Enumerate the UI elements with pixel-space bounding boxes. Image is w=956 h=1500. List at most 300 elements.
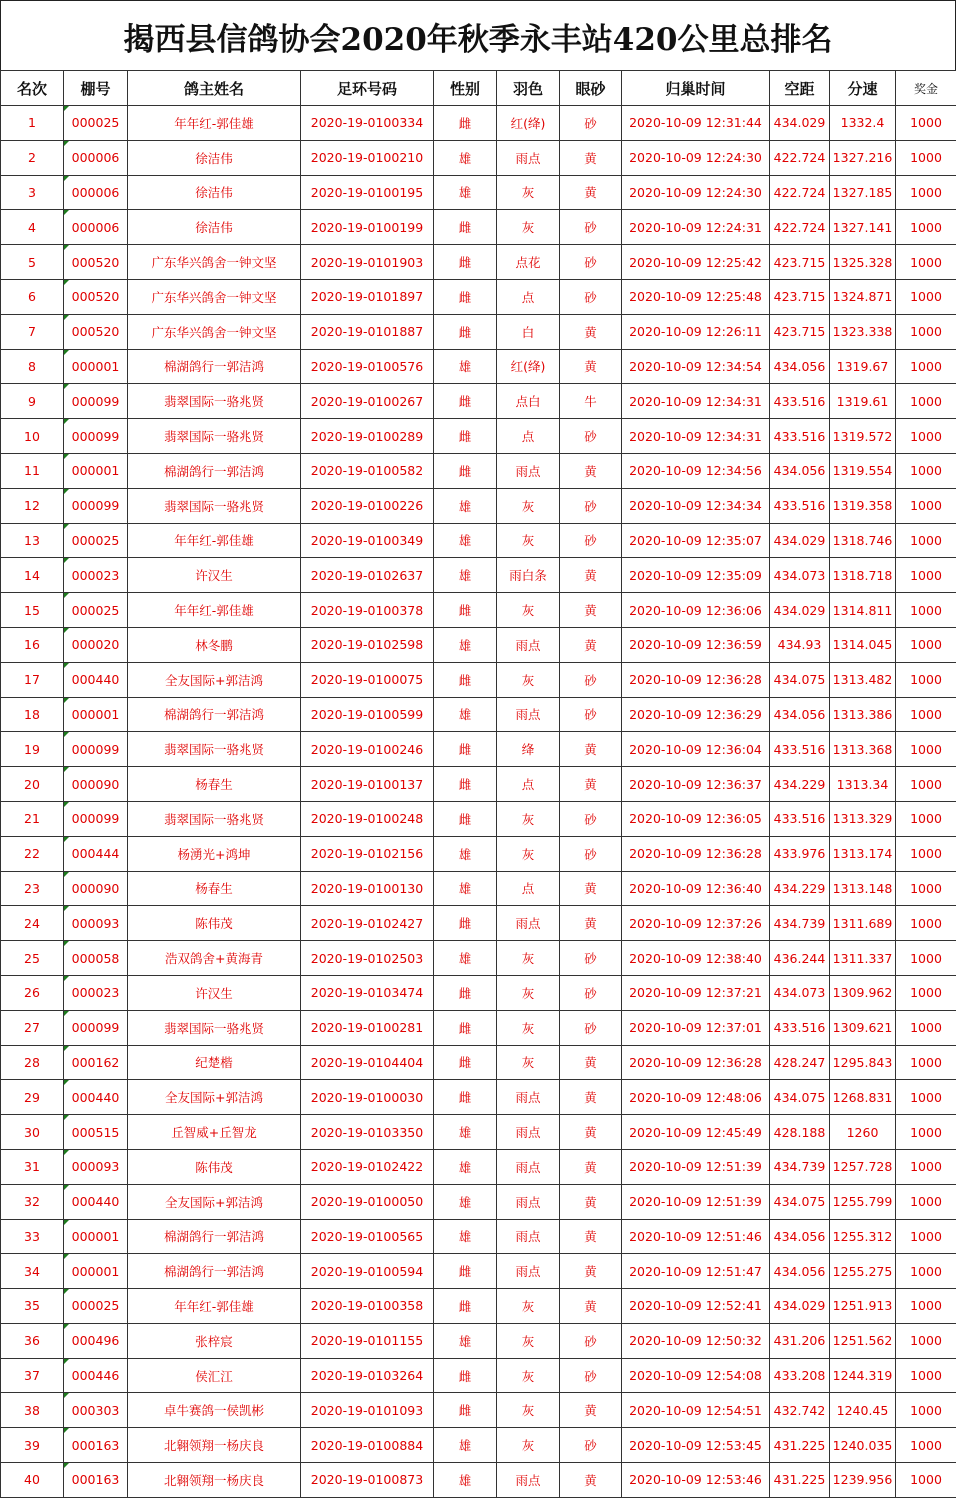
cell-ring-number: 2020-19-0100199 — [301, 210, 434, 245]
cell-sex: 雄 — [434, 1323, 497, 1358]
cell-arrival-time: 2020-10-09 12:26:11 — [622, 314, 770, 349]
cell-ring-number: 2020-19-0100582 — [301, 453, 434, 488]
cell-ring-number: 2020-19-0100884 — [301, 1428, 434, 1463]
cell-eye-sand: 黄 — [560, 1463, 622, 1498]
cell-arrival-time: 2020-10-09 12:34:31 — [622, 419, 770, 454]
table-row — [1, 279, 956, 314]
table-row — [1, 1428, 956, 1463]
table-row — [1, 1358, 956, 1393]
cell-speed: 1313.329 — [830, 801, 896, 836]
cell-arrival-time: 2020-10-09 12:35:09 — [622, 558, 770, 593]
cell-speed: 1313.174 — [830, 836, 896, 871]
cell-owner: 棉湖鸽行一郭洁鸿 — [128, 697, 301, 732]
cell-arrival-time: 2020-10-09 12:36:04 — [622, 732, 770, 767]
cell-eye-sand: 砂 — [560, 1010, 622, 1045]
cell-distance: 434.056 — [770, 1254, 830, 1289]
table-row — [1, 906, 956, 941]
cell-ring-number: 2020-19-0102598 — [301, 627, 434, 662]
cell-loft-id: 000020 — [64, 627, 128, 662]
cell-prize: 1000 — [896, 384, 956, 419]
cell-speed: 1311.337 — [830, 941, 896, 976]
cell-ring-number: 2020-19-0100030 — [301, 1080, 434, 1115]
cell-speed: 1260 — [830, 1115, 896, 1150]
cell-sex: 雄 — [434, 349, 497, 384]
cell-prize: 1000 — [896, 523, 956, 558]
cell-speed: 1319.572 — [830, 419, 896, 454]
table-row — [1, 1010, 956, 1045]
cell-owner: 棉湖鸽行一郭洁鸿 — [128, 1254, 301, 1289]
cell-loft-id: 000496 — [64, 1323, 128, 1358]
cell-distance: 434.029 — [770, 523, 830, 558]
cell-distance: 434.029 — [770, 593, 830, 628]
cell-rank: 38 — [1, 1393, 64, 1428]
cell-eye-sand: 黄 — [560, 1254, 622, 1289]
cell-prize: 1000 — [896, 106, 956, 141]
cell-rank: 33 — [1, 1219, 64, 1254]
cell-loft-id: 000520 — [64, 314, 128, 349]
cell-distance: 434.056 — [770, 1219, 830, 1254]
cell-eye-sand: 砂 — [560, 941, 622, 976]
cell-prize: 1000 — [896, 1115, 956, 1150]
cell-arrival-time: 2020-10-09 12:51:46 — [622, 1219, 770, 1254]
cell-distance: 434.029 — [770, 106, 830, 141]
cell-distance: 433.516 — [770, 732, 830, 767]
cell-prize: 1000 — [896, 662, 956, 697]
cell-ring-number: 2020-19-0100130 — [301, 871, 434, 906]
cell-feather-color: 点白 — [497, 384, 560, 419]
cell-feather-color: 雨点 — [497, 453, 560, 488]
cell-arrival-time: 2020-10-09 12:51:47 — [622, 1254, 770, 1289]
cell-ring-number: 2020-19-0102422 — [301, 1149, 434, 1184]
cell-prize: 1000 — [896, 140, 956, 175]
cell-sex: 雄 — [434, 627, 497, 662]
cell-eye-sand: 黄 — [560, 453, 622, 488]
cell-prize: 1000 — [896, 314, 956, 349]
cell-feather-color: 雨点 — [497, 906, 560, 941]
cell-rank: 27 — [1, 1010, 64, 1045]
cell-rank: 16 — [1, 627, 64, 662]
cell-arrival-time: 2020-10-09 12:24:31 — [622, 210, 770, 245]
cell-eye-sand: 牛 — [560, 384, 622, 419]
cell-loft-id: 000515 — [64, 1115, 128, 1150]
header-loft-id: 棚号 — [64, 71, 128, 106]
cell-distance: 434.075 — [770, 662, 830, 697]
cell-loft-id: 000099 — [64, 732, 128, 767]
cell-feather-color: 灰 — [497, 801, 560, 836]
cell-arrival-time: 2020-10-09 12:51:39 — [622, 1184, 770, 1219]
cell-loft-id: 000444 — [64, 836, 128, 871]
cell-prize: 1000 — [896, 836, 956, 871]
cell-sex: 雌 — [434, 975, 497, 1010]
cell-feather-color: 灰 — [497, 1289, 560, 1324]
cell-rank: 6 — [1, 279, 64, 314]
cell-distance: 431.225 — [770, 1463, 830, 1498]
cell-rank: 40 — [1, 1463, 64, 1498]
cell-prize: 1000 — [896, 975, 956, 1010]
cell-owner: 徐洁伟 — [128, 140, 301, 175]
cell-speed: 1319.358 — [830, 488, 896, 523]
cell-feather-color: 点 — [497, 419, 560, 454]
cell-arrival-time: 2020-10-09 12:36:59 — [622, 627, 770, 662]
cell-speed: 1313.148 — [830, 871, 896, 906]
cell-owner: 侯汇江 — [128, 1358, 301, 1393]
cell-speed: 1313.482 — [830, 662, 896, 697]
cell-arrival-time: 2020-10-09 12:54:51 — [622, 1393, 770, 1428]
cell-feather-color: 灰 — [497, 1010, 560, 1045]
cell-loft-id: 000099 — [64, 419, 128, 454]
cell-speed: 1327.216 — [830, 140, 896, 175]
cell-owner: 徐洁伟 — [128, 175, 301, 210]
table-row — [1, 1080, 956, 1115]
cell-prize: 1000 — [896, 245, 956, 280]
cell-prize: 1000 — [896, 1323, 956, 1358]
cell-sex: 雌 — [434, 1010, 497, 1045]
cell-owner: 年年红-郭佳雄 — [128, 593, 301, 628]
cell-loft-id: 000006 — [64, 210, 128, 245]
table-row — [1, 662, 956, 697]
cell-owner: 陈伟茂 — [128, 906, 301, 941]
cell-owner: 广东华兴鸽舍一钟文坚 — [128, 245, 301, 280]
cell-feather-color: 点 — [497, 279, 560, 314]
cell-distance: 422.724 — [770, 210, 830, 245]
table-row — [1, 1323, 956, 1358]
cell-feather-color: 雨点 — [497, 1115, 560, 1150]
cell-speed: 1324.871 — [830, 279, 896, 314]
cell-rank: 9 — [1, 384, 64, 419]
cell-distance: 434.075 — [770, 1184, 830, 1219]
cell-eye-sand: 黄 — [560, 1184, 622, 1219]
cell-rank: 25 — [1, 941, 64, 976]
cell-distance: 433.516 — [770, 1010, 830, 1045]
cell-distance: 434.229 — [770, 767, 830, 802]
cell-feather-color: 灰 — [497, 210, 560, 245]
cell-ring-number: 2020-19-0101887 — [301, 314, 434, 349]
cell-speed: 1327.141 — [830, 210, 896, 245]
cell-rank: 20 — [1, 767, 64, 802]
cell-distance: 434.073 — [770, 975, 830, 1010]
table-row — [1, 697, 956, 732]
cell-rank: 12 — [1, 488, 64, 523]
cell-owner: 陈伟茂 — [128, 1149, 301, 1184]
cell-feather-color: 灰 — [497, 1428, 560, 1463]
cell-prize: 1000 — [896, 627, 956, 662]
cell-owner: 全友国际+郭洁鸿 — [128, 662, 301, 697]
cell-rank: 36 — [1, 1323, 64, 1358]
cell-prize: 1000 — [896, 558, 956, 593]
cell-feather-color: 白 — [497, 314, 560, 349]
cell-ring-number: 2020-19-0100594 — [301, 1254, 434, 1289]
cell-eye-sand: 砂 — [560, 836, 622, 871]
cell-eye-sand: 砂 — [560, 1358, 622, 1393]
cell-owner: 纪楚楷 — [128, 1045, 301, 1080]
cell-ring-number: 2020-19-0100358 — [301, 1289, 434, 1324]
cell-distance: 434.073 — [770, 558, 830, 593]
cell-distance: 434.739 — [770, 1149, 830, 1184]
cell-feather-color: 点花 — [497, 245, 560, 280]
table-row — [1, 732, 956, 767]
cell-ring-number: 2020-19-0100210 — [301, 140, 434, 175]
cell-feather-color: 红(绛) — [497, 349, 560, 384]
cell-feather-color: 灰 — [497, 662, 560, 697]
cell-distance: 428.188 — [770, 1115, 830, 1150]
cell-eye-sand: 砂 — [560, 1323, 622, 1358]
cell-eye-sand: 黄 — [560, 1115, 622, 1150]
cell-prize: 1000 — [896, 1080, 956, 1115]
cell-distance: 433.516 — [770, 384, 830, 419]
cell-eye-sand: 砂 — [560, 245, 622, 280]
cell-speed: 1255.275 — [830, 1254, 896, 1289]
cell-rank: 21 — [1, 801, 64, 836]
cell-eye-sand: 黄 — [560, 1045, 622, 1080]
cell-arrival-time: 2020-10-09 12:34:34 — [622, 488, 770, 523]
table-row — [1, 627, 956, 662]
cell-owner: 北翱领翔一杨庆良 — [128, 1463, 301, 1498]
cell-sex: 雌 — [434, 662, 497, 697]
cell-rank: 39 — [1, 1428, 64, 1463]
cell-ring-number: 2020-19-0103264 — [301, 1358, 434, 1393]
cell-eye-sand: 黄 — [560, 140, 622, 175]
cell-prize: 1000 — [896, 349, 956, 384]
cell-arrival-time: 2020-10-09 12:34:56 — [622, 453, 770, 488]
table-row — [1, 1254, 956, 1289]
cell-rank: 1 — [1, 106, 64, 141]
cell-eye-sand: 黄 — [560, 767, 622, 802]
cell-distance: 434.075 — [770, 1080, 830, 1115]
cell-loft-id: 000001 — [64, 349, 128, 384]
table-row — [1, 801, 956, 836]
cell-distance: 433.516 — [770, 419, 830, 454]
cell-owner: 广东华兴鸽舍一钟文坚 — [128, 314, 301, 349]
cell-loft-id: 000093 — [64, 906, 128, 941]
cell-feather-color: 灰 — [497, 1358, 560, 1393]
cell-distance: 433.208 — [770, 1358, 830, 1393]
cell-feather-color: 红(绛) — [497, 106, 560, 141]
cell-feather-color: 雨点 — [497, 140, 560, 175]
cell-sex: 雄 — [434, 558, 497, 593]
cell-eye-sand: 黄 — [560, 349, 622, 384]
cell-arrival-time: 2020-10-09 12:48:06 — [622, 1080, 770, 1115]
cell-prize: 1000 — [896, 210, 956, 245]
cell-sex: 雄 — [434, 1219, 497, 1254]
cell-speed: 1268.831 — [830, 1080, 896, 1115]
cell-owner: 许汉生 — [128, 558, 301, 593]
cell-eye-sand: 黄 — [560, 558, 622, 593]
cell-ring-number: 2020-19-0100246 — [301, 732, 434, 767]
cell-rank: 10 — [1, 419, 64, 454]
cell-ring-number: 2020-19-0100349 — [301, 523, 434, 558]
cell-prize: 1000 — [896, 453, 956, 488]
table-row — [1, 1393, 956, 1428]
cell-sex: 雌 — [434, 1080, 497, 1115]
cell-rank: 15 — [1, 593, 64, 628]
cell-speed: 1251.913 — [830, 1289, 896, 1324]
cell-speed: 1251.562 — [830, 1323, 896, 1358]
cell-ring-number: 2020-19-0100599 — [301, 697, 434, 732]
cell-sex: 雄 — [434, 1149, 497, 1184]
cell-sex: 雌 — [434, 106, 497, 141]
cell-distance: 428.247 — [770, 1045, 830, 1080]
cell-owner: 浩双鸽舍+黄海青 — [128, 941, 301, 976]
cell-prize: 1000 — [896, 1010, 956, 1045]
table-row — [1, 523, 956, 558]
cell-ring-number: 2020-19-0101155 — [301, 1323, 434, 1358]
cell-distance: 434.056 — [770, 453, 830, 488]
cell-rank: 19 — [1, 732, 64, 767]
cell-speed: 1257.728 — [830, 1149, 896, 1184]
cell-owner: 林冬鹏 — [128, 627, 301, 662]
cell-loft-id: 000006 — [64, 140, 128, 175]
cell-prize: 1000 — [896, 1045, 956, 1080]
table-row — [1, 384, 956, 419]
table-row — [1, 558, 956, 593]
table-row — [1, 453, 956, 488]
cell-rank: 37 — [1, 1358, 64, 1393]
cell-speed: 1332.4 — [830, 106, 896, 141]
cell-arrival-time: 2020-10-09 12:37:21 — [622, 975, 770, 1010]
cell-prize: 1000 — [896, 1463, 956, 1498]
cell-feather-color: 灰 — [497, 975, 560, 1010]
cell-loft-id: 000001 — [64, 697, 128, 732]
cell-distance: 434.739 — [770, 906, 830, 941]
cell-arrival-time: 2020-10-09 12:36:40 — [622, 871, 770, 906]
cell-prize: 1000 — [896, 906, 956, 941]
cell-distance: 431.225 — [770, 1428, 830, 1463]
cell-loft-id: 000025 — [64, 1289, 128, 1324]
cell-sex: 雌 — [434, 210, 497, 245]
cell-speed: 1318.746 — [830, 523, 896, 558]
table-row — [1, 106, 956, 141]
cell-eye-sand: 黄 — [560, 627, 622, 662]
cell-feather-color: 雨点 — [497, 1463, 560, 1498]
cell-arrival-time: 2020-10-09 12:36:28 — [622, 836, 770, 871]
cell-loft-id: 000025 — [64, 106, 128, 141]
cell-rank: 26 — [1, 975, 64, 1010]
cell-ring-number: 2020-19-0100873 — [301, 1463, 434, 1498]
cell-prize: 1000 — [896, 1254, 956, 1289]
cell-owner: 徐洁伟 — [128, 210, 301, 245]
table-body — [1, 106, 956, 1498]
cell-rank: 29 — [1, 1080, 64, 1115]
cell-arrival-time: 2020-10-09 12:36:06 — [622, 593, 770, 628]
page-title: 揭西县信鸽协会2020年秋季永丰站420公里总排名 — [0, 0, 956, 71]
cell-rank: 2 — [1, 140, 64, 175]
cell-ring-number: 2020-19-0100289 — [301, 419, 434, 454]
cell-prize: 1000 — [896, 593, 956, 628]
table-row — [1, 941, 956, 976]
cell-feather-color: 灰 — [497, 1323, 560, 1358]
cell-loft-id: 000025 — [64, 523, 128, 558]
header-owner: 鸽主姓名 — [128, 71, 301, 106]
table-row — [1, 175, 956, 210]
cell-sex: 雌 — [434, 1045, 497, 1080]
cell-sex: 雄 — [434, 488, 497, 523]
cell-eye-sand: 黄 — [560, 175, 622, 210]
cell-arrival-time: 2020-10-09 12:36:37 — [622, 767, 770, 802]
cell-eye-sand: 砂 — [560, 662, 622, 697]
cell-distance: 436.244 — [770, 941, 830, 976]
cell-distance: 432.742 — [770, 1393, 830, 1428]
cell-feather-color: 雨点 — [497, 697, 560, 732]
cell-eye-sand: 砂 — [560, 523, 622, 558]
cell-feather-color: 灰 — [497, 523, 560, 558]
cell-distance: 431.206 — [770, 1323, 830, 1358]
cell-speed: 1255.312 — [830, 1219, 896, 1254]
cell-loft-id: 000440 — [64, 1184, 128, 1219]
cell-ring-number: 2020-19-0102503 — [301, 941, 434, 976]
cell-loft-id: 000440 — [64, 1080, 128, 1115]
cell-arrival-time: 2020-10-09 12:34:31 — [622, 384, 770, 419]
cell-arrival-time: 2020-10-09 12:36:28 — [622, 1045, 770, 1080]
cell-owner: 翡翠国际一骆兆贤 — [128, 384, 301, 419]
cell-rank: 31 — [1, 1149, 64, 1184]
cell-speed: 1319.67 — [830, 349, 896, 384]
cell-sex: 雄 — [434, 140, 497, 175]
cell-arrival-time: 2020-10-09 12:52:41 — [622, 1289, 770, 1324]
cell-distance: 433.976 — [770, 836, 830, 871]
cell-loft-id: 000099 — [64, 488, 128, 523]
cell-speed: 1319.61 — [830, 384, 896, 419]
cell-ring-number: 2020-19-0100075 — [301, 662, 434, 697]
header-distance: 空距 — [770, 71, 830, 106]
cell-ring-number: 2020-19-0101093 — [301, 1393, 434, 1428]
cell-eye-sand: 砂 — [560, 488, 622, 523]
cell-owner: 杨春生 — [128, 767, 301, 802]
cell-prize: 1000 — [896, 1149, 956, 1184]
cell-feather-color: 灰 — [497, 941, 560, 976]
cell-eye-sand: 黄 — [560, 1080, 622, 1115]
cell-speed: 1314.045 — [830, 627, 896, 662]
cell-speed: 1313.386 — [830, 697, 896, 732]
cell-feather-color: 灰 — [497, 488, 560, 523]
cell-speed: 1309.621 — [830, 1010, 896, 1045]
cell-arrival-time: 2020-10-09 12:25:42 — [622, 245, 770, 280]
cell-ring-number: 2020-19-0102427 — [301, 906, 434, 941]
header-eye-sand: 眼砂 — [560, 71, 622, 106]
cell-owner: 棉湖鸽行一郭洁鸿 — [128, 349, 301, 384]
cell-prize: 1000 — [896, 419, 956, 454]
cell-eye-sand: 黄 — [560, 1149, 622, 1184]
table-row — [1, 140, 956, 175]
cell-distance: 422.724 — [770, 140, 830, 175]
cell-eye-sand: 砂 — [560, 697, 622, 732]
cell-rank: 30 — [1, 1115, 64, 1150]
cell-distance: 434.029 — [770, 1289, 830, 1324]
cell-arrival-time: 2020-10-09 12:31:44 — [622, 106, 770, 141]
header-feather-color: 羽色 — [497, 71, 560, 106]
cell-prize: 1000 — [896, 1289, 956, 1324]
cell-prize: 1000 — [896, 871, 956, 906]
cell-ring-number: 2020-19-0101903 — [301, 245, 434, 280]
cell-speed: 1323.338 — [830, 314, 896, 349]
cell-loft-id: 000163 — [64, 1428, 128, 1463]
cell-loft-id: 000090 — [64, 767, 128, 802]
cell-speed: 1295.843 — [830, 1045, 896, 1080]
cell-prize: 1000 — [896, 1393, 956, 1428]
cell-eye-sand: 黄 — [560, 1289, 622, 1324]
cell-owner: 许汉生 — [128, 975, 301, 1010]
cell-arrival-time: 2020-10-09 12:50:32 — [622, 1323, 770, 1358]
cell-rank: 3 — [1, 175, 64, 210]
cell-arrival-time: 2020-10-09 12:51:39 — [622, 1149, 770, 1184]
cell-loft-id: 000001 — [64, 1219, 128, 1254]
cell-sex: 雄 — [434, 1428, 497, 1463]
cell-loft-id: 000093 — [64, 1149, 128, 1184]
cell-ring-number: 2020-19-0101897 — [301, 279, 434, 314]
header-rank: 名次 — [1, 71, 64, 106]
cell-prize: 1000 — [896, 767, 956, 802]
cell-ring-number: 2020-19-0100565 — [301, 1219, 434, 1254]
cell-rank: 14 — [1, 558, 64, 593]
